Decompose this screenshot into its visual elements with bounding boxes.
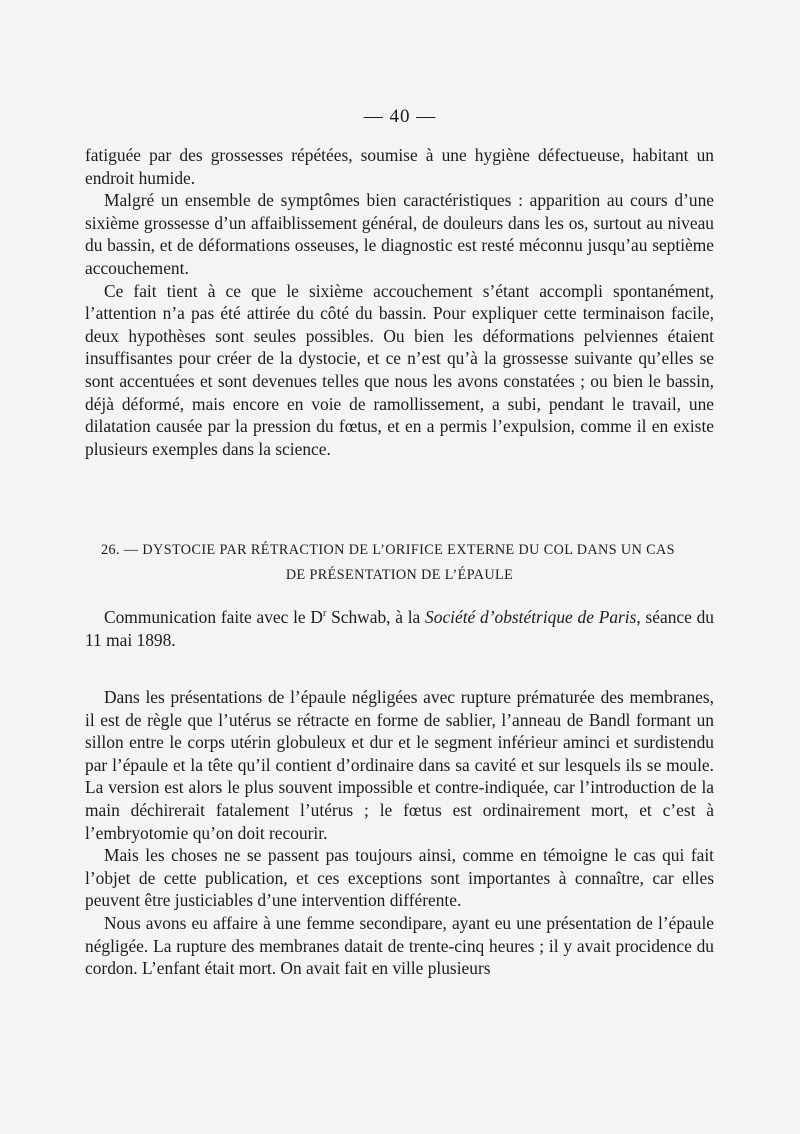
- body-text: [85, 686, 714, 980]
- communication-suffix: , séance du 11 mai 1898.: [85, 607, 714, 650]
- society-name: Société d’obstétrique de Paris: [425, 607, 637, 627]
- intro-paragraph-1: fatiguée par des grossesses répétées, soumise à une hygiène défectueuse, habitant un endroit humide.: [85, 145, 714, 188]
- communication-note: [85, 606, 714, 651]
- communication-middle: Schwab, à la: [326, 607, 426, 627]
- intro-paragraph-2: Malgré un ensemble de symptômes bien caractéristiques : apparition au cours d’une sixième grossesse d’un affaiblissement général, de douleurs dans les os, surtout au niveau du bassin, et de déformations osseuses, le diagnostic est resté méconnu jusqu’au septième accouchement.: [85, 190, 714, 278]
- communication-prefix: Communication faite avec le D: [104, 607, 323, 627]
- communication-line: [85, 606, 714, 651]
- body-paragraph-1: Dans les présentations de l’épaule négligées avec rupture prématurée des membranes, il est de règle que l’utérus se rétracte en forme de sablier, l’anneau de Bandl formant un sillon entre le corps utérin globuleux et dur et le segment inférieur aminci et surdistendu par l’épaule et la tête qu’il contient d’ordinaire dans sa cavité et sur lesquels ils se moule. La version est alors le plus souvent impossible et contre-indiquée, car l’introduction de la main déchirerait fatalement l’utérus ; le fœtus est ordinairement mort, et c’est à l’embryotomie qu’on doit recourir.: [85, 687, 714, 843]
- body-paragraph-2: Mais les choses ne se passent pas toujours ainsi, comme en témoigne le cas qui fait l’objet de cette publication, et ces exceptions sont importantes à connaître, car elles peuvent être justiciables d’une intervention différente.: [85, 845, 714, 911]
- communication-sup: r: [322, 608, 327, 620]
- section-heading-line-2: DE PRÉSENTATION DE L’ÉPAULE: [285, 567, 514, 583]
- intro-paragraph-3: Ce fait tient à ce que le sixième accouchement s’étant accompli spontanément, l’attention n’a pas été attirée du côté du bassin. Pour expliquer cette terminaison facile, deux hypothèses sont seules possibles. Ou bien les déformations pelviennes étaient insuffisantes pour créer de la dystocie, et ce n’est qu’à la grossesse suivante qu’elles se sont accentuées et sont devenues telles que nous les avons constatées ; ou bien le bassin, déjà déformé, mais encore en voie de ramollissement, a subi, pendant le travail, une dilatation causée par la pression du fœtus, et en a permis l’expulsion, comme il en existe plusieurs exemples dans la science.: [85, 280, 714, 459]
- page-number: — 40 —: [363, 106, 437, 127]
- body-paragraph-3: Nous avons eu affaire à une femme secondipare, ayant eu une présentation de l’épaule négligée. La rupture des membranes datait de trente-cinq heures ; il y avait procidence du cordon. L’enfant était mort. On avait fait en ville plusieurs: [85, 912, 714, 979]
- intro-text: [85, 144, 714, 460]
- section-heading-line-1: 26. — DYSTOCIE PAR RÉTRACTION DE L’ORIFICE EXTERNE DU COL DANS UN CAS: [101, 542, 675, 558]
- section-heading: [85, 538, 714, 588]
